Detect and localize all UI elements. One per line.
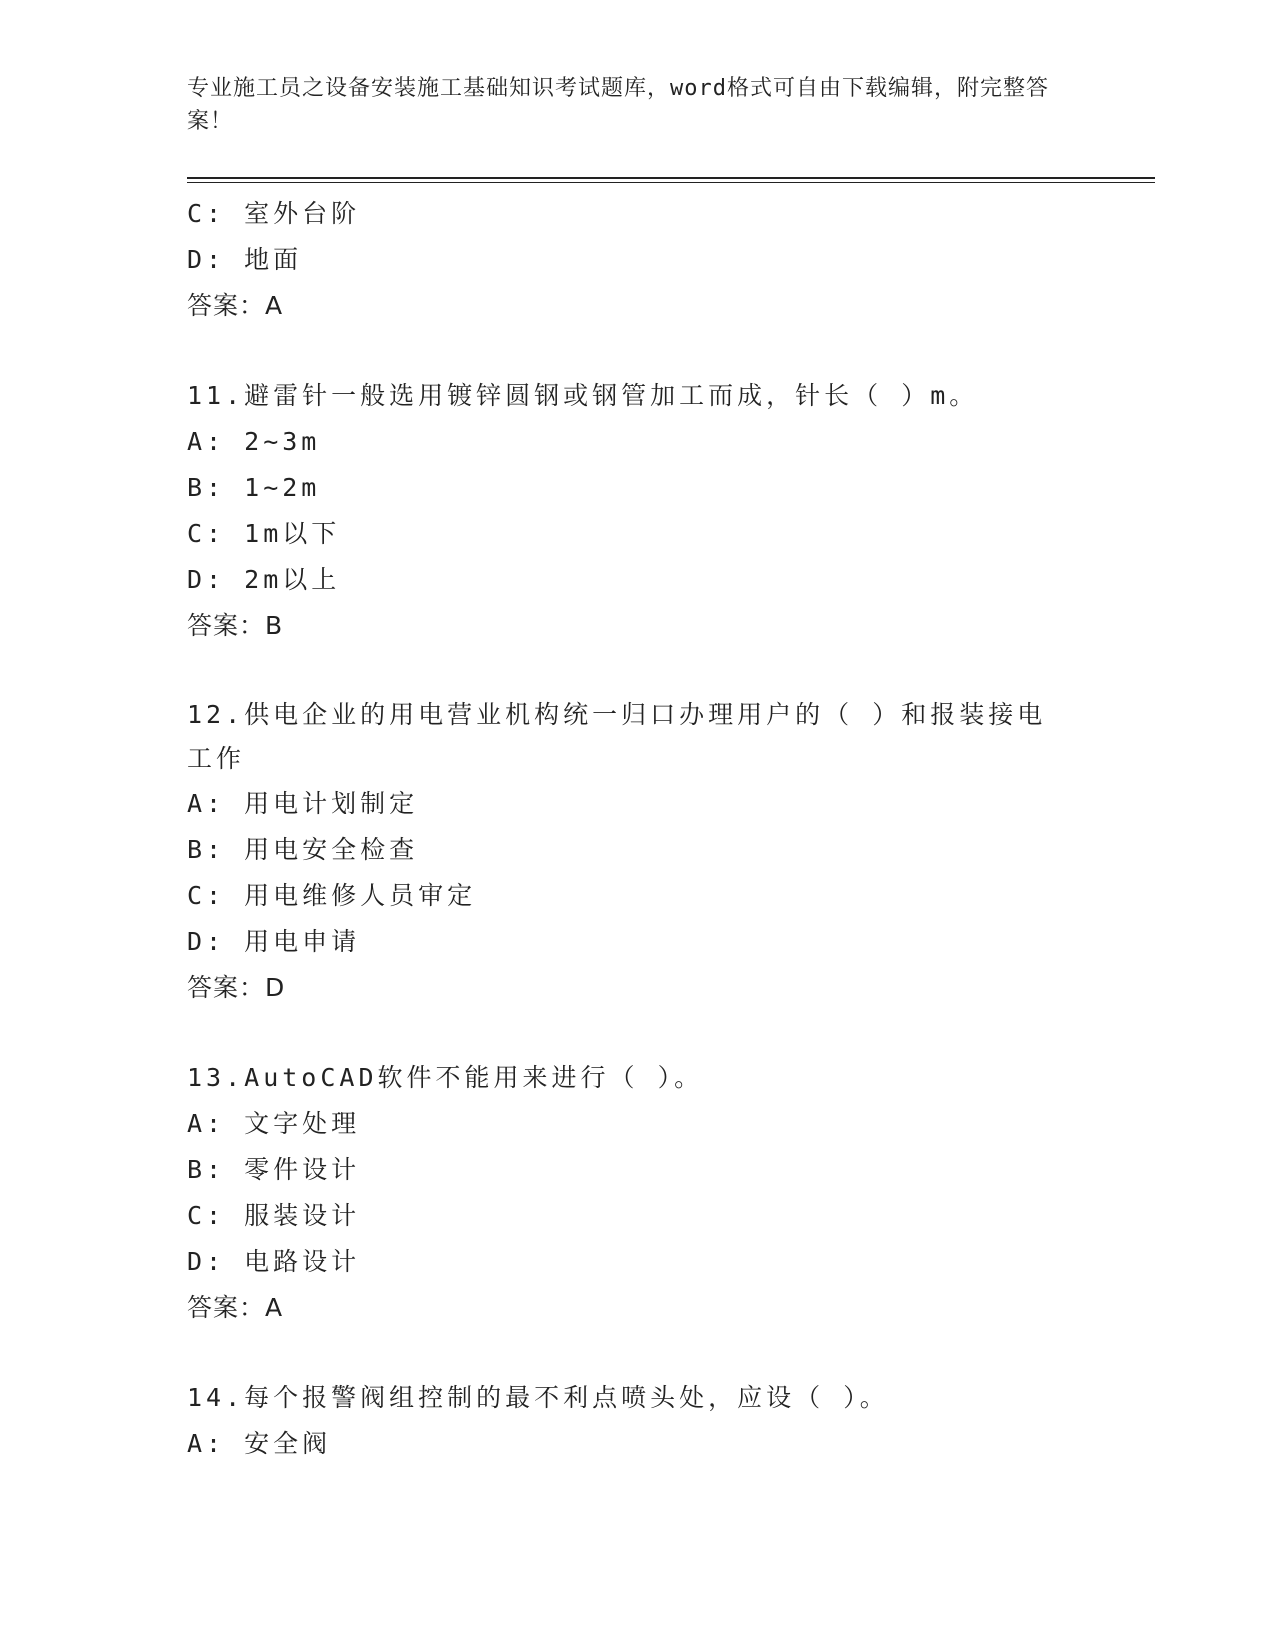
answer-line: 答案：D (187, 973, 286, 1002)
option-a: A: 文字处理 (187, 1109, 361, 1138)
question-content (187, 191, 1067, 1467)
option-a: A: 用电计划制定 (187, 789, 419, 818)
option-d: D: 2m以上 (187, 565, 341, 594)
option-d: D: 电路设计 (187, 1247, 361, 1276)
header-rule-thin (187, 182, 1155, 183)
answer-line: 答案：A (187, 1293, 284, 1322)
question-stem: 14.每个报警阀组控制的最不利点喷头处，应设（ ）。 (187, 1383, 889, 1412)
option-c: C: 1m以下 (187, 519, 341, 548)
question-stem: 11.避雷针一般选用镀锌圆钢或钢管加工而成，针长（ ）m。 (187, 381, 979, 410)
question-block (187, 693, 1067, 1011)
option-c: C: 室外台阶 (187, 199, 361, 228)
question-block (187, 1375, 1067, 1467)
question-stem: 13.AutoCAD软件不能用来进行（ ）。 (187, 1063, 704, 1092)
option-c: C: 用电维修人员审定 (187, 881, 477, 910)
question-stem: 12.供电企业的用电营业机构统一归口办理用户的（ ）和报装接电工作 (187, 700, 1047, 773)
question-block (187, 1055, 1067, 1331)
option-a: A: 安全阀 (187, 1429, 332, 1458)
option-b: B: 用电安全检查 (187, 835, 419, 864)
question-block (187, 373, 1067, 649)
option-d: D: 用电申请 (187, 927, 361, 956)
question-block (187, 191, 1067, 329)
answer-line: 答案：B (187, 611, 284, 640)
option-b: B: 1~2m (187, 473, 321, 502)
option-b: B: 零件设计 (187, 1155, 361, 1184)
option-a: A: 2~3m (187, 427, 321, 456)
page-header: 专业施工员之设备安装施工基础知识考试题库，word格式可自由下载编辑，附完整答案！ (187, 76, 1049, 134)
answer-line: 答案：A (187, 291, 284, 320)
header-rule-thick (187, 177, 1155, 179)
option-d: D: 地面 (187, 245, 303, 274)
option-c: C: 服装设计 (187, 1201, 361, 1230)
